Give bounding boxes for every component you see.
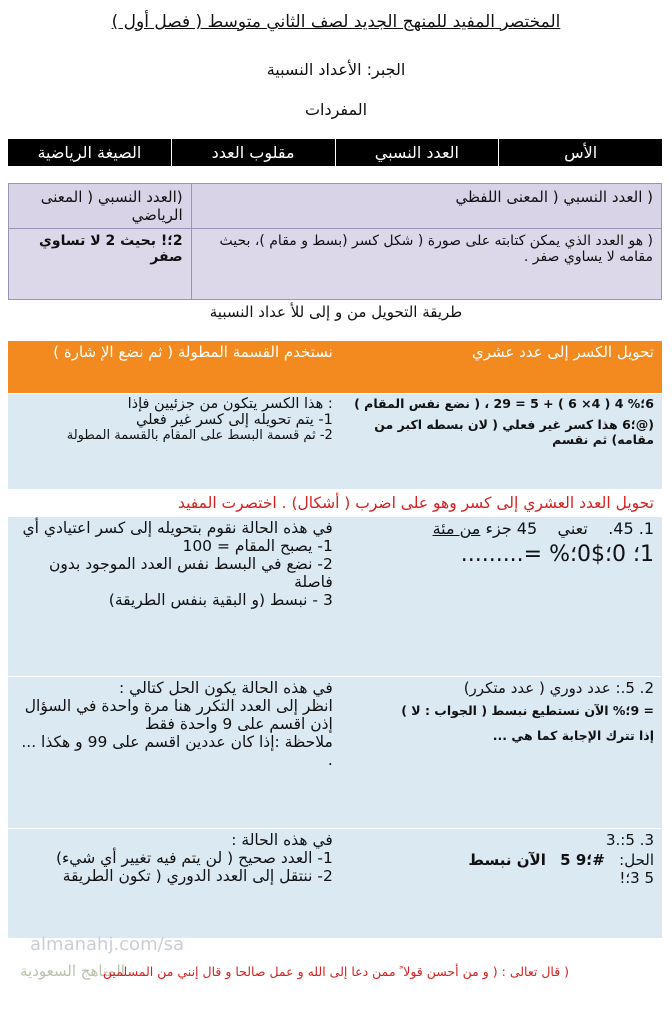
case2-left <box>8 677 341 829</box>
case3-simplify: الآن نبسط <box>468 851 546 869</box>
watermark-arabic: المناهج السعودية <box>20 962 125 980</box>
footer-quote: ( قال تعالى : ( و من أحسن قولا ً ممن دعا إلى الله و عمل صالحا و قال إنني من المسلمين <box>102 964 570 979</box>
case3-right-line: 3. 5:.3 <box>605 831 654 849</box>
case2-left-line: في هذه الحالة يكون الحل كتالي : <box>119 679 333 697</box>
case1-left-line: في هذه الحالة نقوم بتحويله إلى كسر اعتيادي أي <box>22 519 333 537</box>
subtitle: الجبر: الأعداد النسبية <box>266 60 406 79</box>
case2-left-line: انظر إلى العدد التكرر هنا مرة واحدة في السؤال <box>24 697 333 715</box>
case1-part: 45 جزء <box>485 519 538 538</box>
case1-left-line: 1- يصبح المقام = 100 <box>182 537 333 555</box>
case3-left-line: 2- ننتقل إلى العدد الدوري ( تكون الطريقة <box>62 867 333 885</box>
case1-right <box>341 517 662 677</box>
case3-value: #؛9 5 <box>560 851 605 869</box>
row1-right-line: 6؛% 4 ( 4× 6 ) + 5 = 29 ، ( نضع نفس المقام ) <box>354 396 654 411</box>
def-body-left: 2؛! بحيث 2 لا تساوي صفر <box>9 229 192 300</box>
case2-left-line: ملاحظة :إذا كان عددين اقسم على 99 و هكذا ... . <box>21 733 333 769</box>
case3-right <box>341 829 662 939</box>
case2-right <box>341 677 662 829</box>
row1-left-line: 1- يتم تحويله إلى كسر غير فعلي <box>135 412 333 428</box>
page-title: المختصر المفيد للمنهج الجديد لصف الثاني متوسط ( فصل أول ) <box>111 12 561 32</box>
case1-fraction: 1؛ 0؛$0؛% =......... <box>460 542 654 567</box>
row1-right-line: (@؛6 هذا كسر غير فعلي ( لان بسطه اكبر من مقامه) ثم نقسم <box>374 417 654 447</box>
case2-right-line: 2. 5.: عدد دوري ( عدد متكرر) <box>463 679 654 697</box>
vocab-bar <box>8 139 662 166</box>
definition-table <box>8 183 662 300</box>
def-head-right: ( العدد النسبي ( المعنى اللفظي <box>191 184 661 229</box>
row1-left <box>8 394 341 490</box>
vocab-item: العدد النسبي <box>335 139 499 166</box>
case1-num: 1. 45. <box>608 519 654 538</box>
conv-header-left: نستخدم القسمة المطولة ( ثم نضع الإ شارة ) <box>8 341 341 394</box>
conversion-table <box>8 341 662 939</box>
row1-right <box>341 394 662 490</box>
red-title: تحويل العدد العشري إلى كسر وهو على اضرب ( أشكال) . اختصرت المفيد <box>8 490 662 517</box>
case3-solution-label: الحل: <box>619 851 654 869</box>
case2-right-line: إذا تترك الإجابة كما هي ... <box>492 728 654 743</box>
vocab-item: الصيغة الرياضية <box>37 143 142 162</box>
conv-header-right: تحويل الكسر إلى عدد عشري <box>341 341 662 394</box>
row1-left-line: 2- ثم قسمة البسط على المقام بالقسمة المطولة <box>66 428 333 443</box>
case1-hundred: من مئة <box>432 519 481 538</box>
vocab-item: مقلوب العدد <box>171 139 335 166</box>
vocab-item: الأس <box>498 139 662 166</box>
case1-word: تعني <box>557 519 588 538</box>
case3-left <box>8 829 341 939</box>
case1-left-line: 2- نضع في البسط نفس العدد الموجود بدون فاصلة <box>49 555 333 591</box>
section-vocab: المفردات <box>304 100 368 119</box>
case3-left-line: في هذه الحالة : <box>231 831 333 849</box>
case3-right-line: 5 3؛! <box>619 869 654 887</box>
case2-left-line: إذن اقسم على 9 واحدة فقط <box>144 715 333 733</box>
def-head-left: (العدد النسبي ( المعنى الرياضي <box>9 184 192 229</box>
row1-left-line: : هذا الكسر يتكون من جزئيين فإذا <box>127 396 333 412</box>
case1-left-line: 3 - نبسط (و البقية بنفس الطريقة) <box>108 591 333 609</box>
case1-left <box>8 517 341 677</box>
case2-right-line: = 9؛% الآن نستطيع نبسط ( الجواب : لا ) <box>401 703 654 718</box>
watermark: almanahj.com/sa <box>30 934 185 955</box>
case3-left-line: 1- العدد صحيح ( لن يتم فيه تغيير أي شيء) <box>55 849 333 867</box>
method-title: طريقة التحويل من و إلى للأ عداد النسبية <box>209 303 463 321</box>
def-body-right: ( هو العدد الذي يمكن كتابته على صورة ( شكل كسر (بسط و مقام )، بحيث مقامه لا يساوي صفر . <box>191 229 661 300</box>
